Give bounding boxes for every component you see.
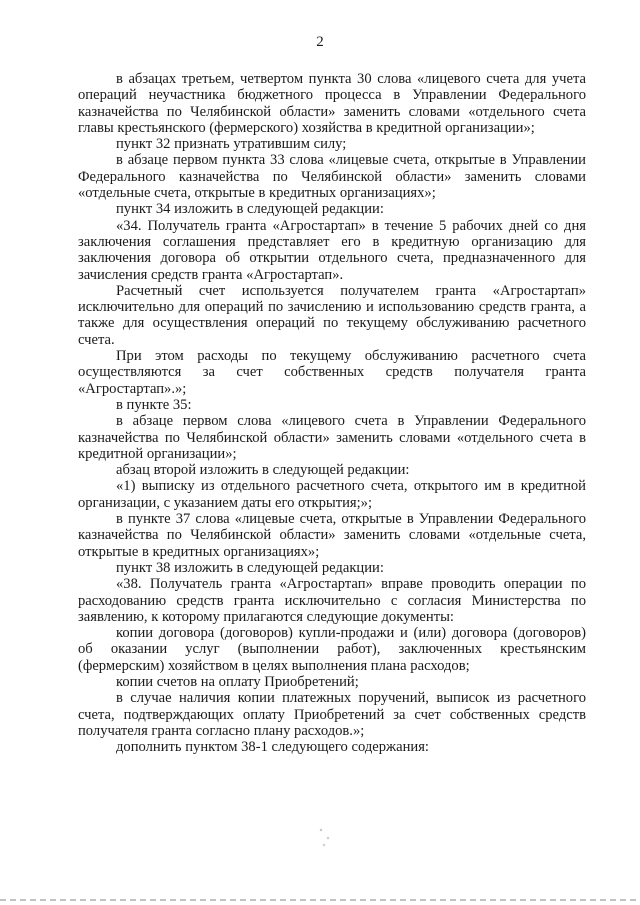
paragraph: дополнить пунктом 38-1 следующего содержания: [116, 739, 429, 756]
paragraph: «1) выписку из отдельного расчетного счета, открытого им в кредитной организации, с указанием даты его открытия;»; [78, 478, 586, 511]
paragraph: в абзаце первом пункта 33 слова «лицевые счета, открытые в Управлении Федерального казначейства по Челябинской области» заменить словами «отдельные счета, открытые в кредитных организациях»; [78, 152, 586, 202]
paragraph: При этом расходы по текущему обслуживанию расчетного счета осуществляются за счет собственных средств получателя гранта «Агростартап».»; [78, 348, 586, 397]
scan-edge-line [0, 899, 640, 901]
paragraph: в абзаце первом слова «лицевого счета в Управлении Федерального казначейства по Челябинской области» заменить словами «отдельного счета в кредитной организации»; [78, 413, 586, 462]
paragraph: «34. Получатель гранта «Агростартап» в течение 5 рабочих дней со дня заключения соглашения представляет его в кредитную организацию для заключения договора об открытии отдельного счета, предназначенного для зачисления средств гранта «Агростартап». [78, 217, 586, 283]
scan-speck [318, 826, 332, 848]
paragraph: в пункте 37 слова «лицевые счета, открытые в Управлении Федерального казначейства по Челябинской области» заменить словами «отдельные счета, открытые в кредитных организациях»; [78, 511, 586, 560]
paragraph: копии договора (договоров) купли-продажи и (или) договора (договоров) об оказании услуг (выполнении работ), заключенных крестьянским (фермерским) хозяйством в целях выполнения плана расходов; [78, 625, 586, 674]
document-body [78, 71, 586, 755]
paragraph: Расчетный счет используется получателем гранта «Агростартап» исключительно для операций по зачислению и использованию средств гранта, а также для осуществления операций по текущему обслуживанию расчетного счета. [78, 282, 586, 348]
paragraph: в пункте 35: [116, 396, 192, 413]
paragraph: пункт 34 изложить в следующей редакции: [116, 201, 384, 218]
paragraph: в абзацах третьем, четвертом пункта 30 слова «лицевого счета для учета операций неучастника бюджетного процесса в Управлении Федерального казначейства по Челябинской области» заменить словами «отдельного счета главы крестьянского (фермерского) хозяйства в кредитной организации»; [78, 71, 586, 136]
paragraph: «38. Получатель гранта «Агростартап» вправе проводить операции по расходованию средств гранта исключительно с согласия Министерства по заявлению, к которому прилагаются следующие документы: [78, 576, 586, 625]
paragraph: абзац второй изложить в следующей редакции: [116, 462, 410, 479]
page-number: 2 [316, 34, 324, 50]
paragraph: пункт 38 изложить в следующей редакции: [116, 559, 384, 576]
paragraph: копии счетов на оплату Приобретений; [116, 673, 359, 690]
paragraph: пункт 32 признать утратившим силу; [116, 136, 347, 153]
paragraph: в случае наличия копии платежных поручений, выписок из расчетного счета, подтверждающих оплату Приобретений за счет собственных средств получателя гранта согласно плану расходов.»; [78, 690, 586, 739]
